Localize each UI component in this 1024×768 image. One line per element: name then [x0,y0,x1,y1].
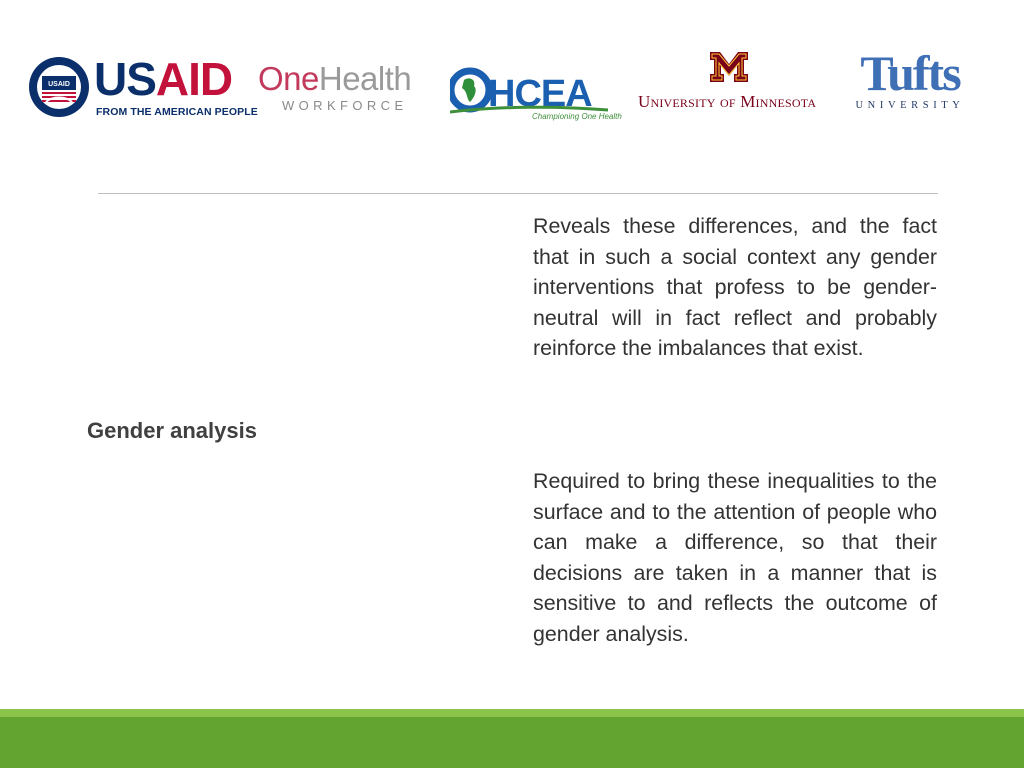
ohw-word-health: Health [318,60,412,97]
side-heading: Gender analysis [87,418,257,443]
footer-band [0,717,1024,768]
block-m-icon [708,50,750,84]
usaid-wordmark [94,53,233,105]
usaid-word-us: US [94,53,156,105]
tufts-logo [850,45,970,120]
umn-name: University of Minnesota [638,92,817,111]
paragraph-required-to-bring: Required to bring these inequalities to the surface and to the attention of people who can make a difference, so that their decisions are taken in a manner that is sensitive to and reflects the outcome of gender analysis. [533,469,937,646]
tufts-subtitle: UNIVERSITY [855,100,965,111]
one-health-workforce-logo [258,62,428,122]
partner-logo-bar [0,0,1024,150]
university-of-minnesota-logo [636,50,826,120]
tufts-wordmark: Tufts [860,45,960,101]
header-divider [98,193,938,194]
one-health-wordmark [258,62,428,96]
usaid-tagline: FROM THE AMERICAN PEOPLE [96,106,258,118]
ohcea-name-text: HCEA [488,73,592,115]
ohcea-tagline: Championing One Health [532,112,622,121]
usaid-word-aid: AID [155,53,233,105]
ohcea-logo [450,62,622,126]
usaid-seal-text: USAID [48,81,70,88]
ohw-subtitle: WORKFORCE [282,98,408,113]
ohw-word-one: One [258,60,319,97]
paragraph-reveals-differences: Reveals these differences, and the fact that in such a social context any gender interventions that profess to be gender-neutral will in fact reflect and probably reinforce the imbalances that exist. [533,214,937,361]
usaid-seal-icon [28,50,90,124]
footer-accent-stripe [0,709,1024,717]
usaid-logo [28,50,258,130]
